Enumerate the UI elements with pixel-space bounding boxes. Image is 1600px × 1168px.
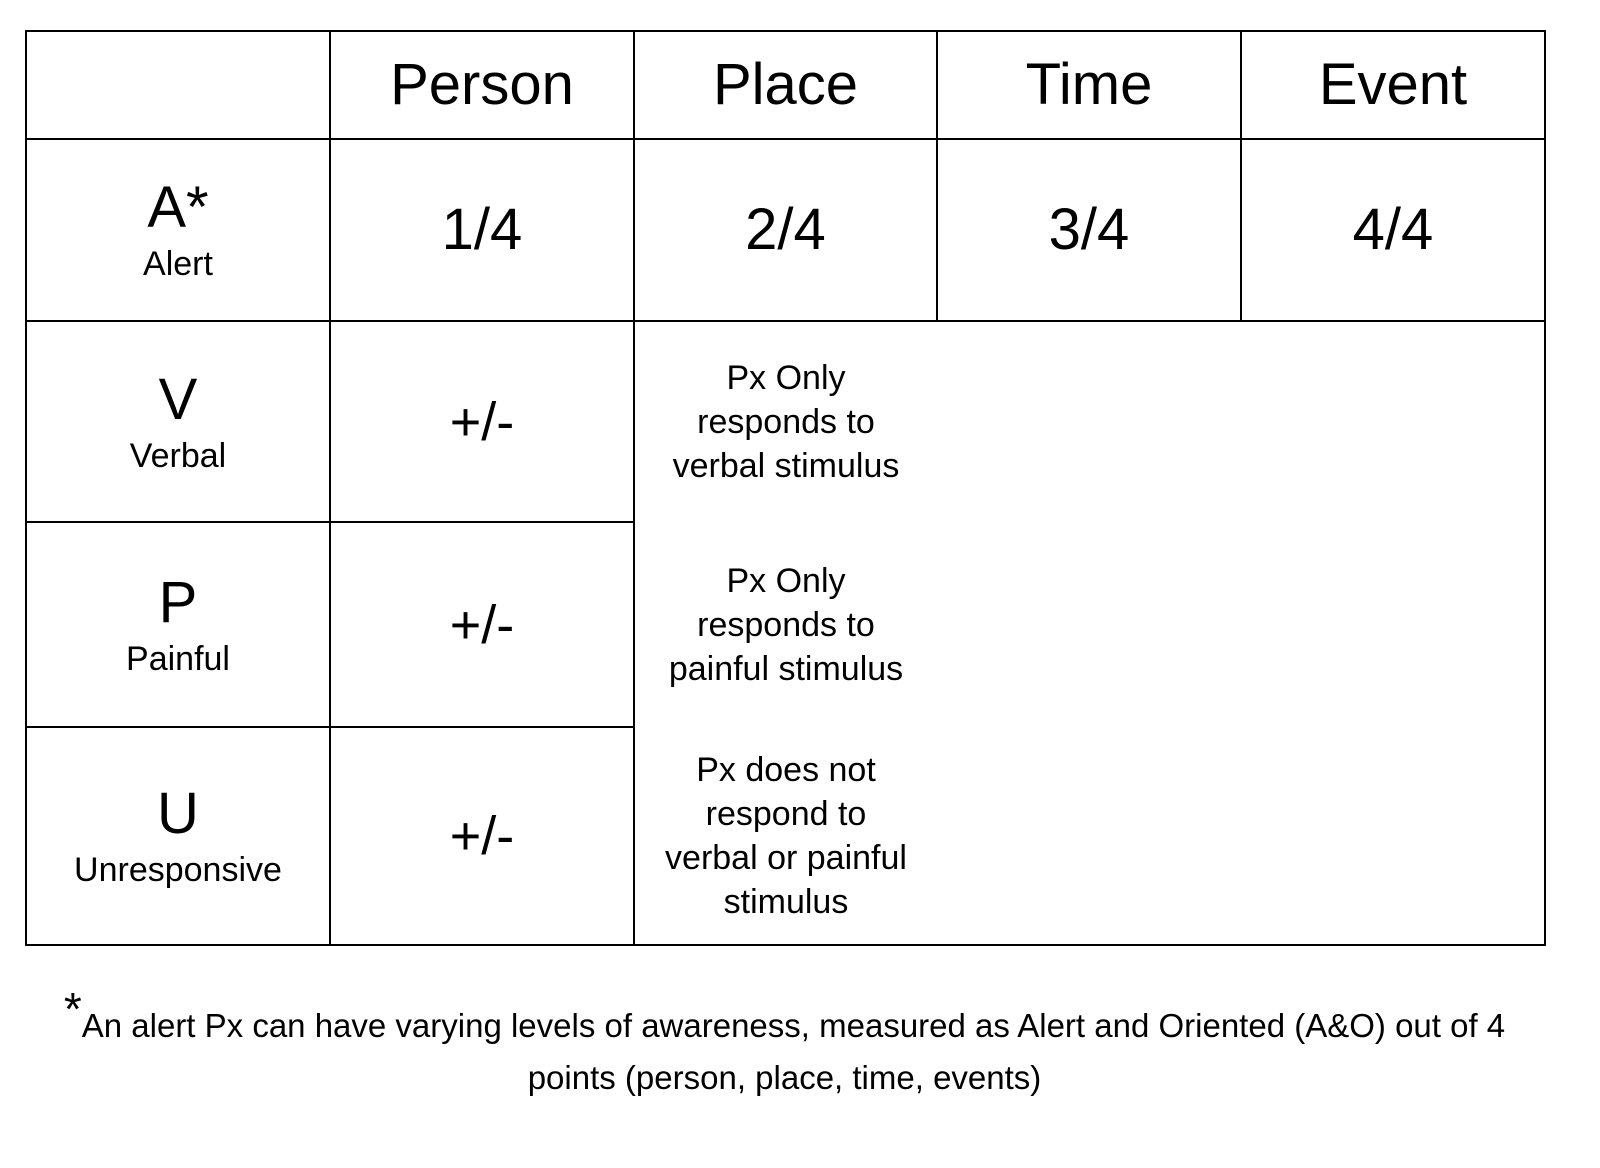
header-corner — [26, 31, 330, 139]
level-cell-verbal — [26, 321, 330, 522]
level-letter: U — [157, 781, 199, 846]
score-person: 1/4 — [330, 139, 634, 321]
header-time: Time — [937, 31, 1241, 139]
mark-painful: +/- — [330, 522, 634, 727]
footnote-marker: * — [63, 983, 82, 1035]
description-line: verbal stimulus — [672, 447, 900, 485]
description-painful — [634, 522, 937, 727]
description-line: responds to — [697, 403, 875, 441]
description-verbal — [634, 321, 937, 522]
level-letter: A* — [147, 175, 209, 240]
avpu-table — [25, 30, 1546, 946]
footnote-text: An alert Px can have varying levels of awareness, measured as Alert and Oriented (A&O) out of 4 points (person, place, time, events) — [81, 1007, 1506, 1096]
level-letter: V — [158, 366, 198, 432]
level-cell-unresponsive — [26, 727, 330, 945]
empty-cell — [937, 727, 1241, 945]
description-line: painful stimulus — [668, 649, 904, 688]
empty-cell — [1241, 522, 1545, 727]
score-place: 2/4 — [634, 139, 937, 321]
row-painful — [26, 522, 1545, 727]
empty-cell — [937, 522, 1241, 727]
level-word: Verbal — [129, 436, 227, 475]
score-event: 4/4 — [1241, 139, 1545, 321]
row-unresponsive — [26, 727, 1545, 945]
mark-unresponsive: +/- — [330, 727, 634, 945]
description-line: Px does not — [696, 750, 876, 789]
empty-cell — [1241, 727, 1545, 945]
empty-cell — [1241, 321, 1545, 522]
description-line: Px Only — [726, 359, 846, 397]
header-person: Person — [330, 31, 634, 139]
level-word: Painful — [126, 639, 230, 678]
description-line: verbal or painful — [665, 838, 907, 877]
level-word: Alert — [143, 245, 213, 283]
header-place: Place — [634, 31, 937, 139]
footnote — [25, 983, 1544, 1104]
empty-cell — [937, 321, 1241, 522]
level-cell-alert — [26, 139, 330, 321]
description-line: respond to — [705, 794, 867, 833]
description-line: Px Only — [726, 561, 846, 600]
description-line: responds to — [697, 605, 875, 644]
description-line: stimulus — [723, 882, 849, 921]
level-word: Unresponsive — [74, 851, 282, 889]
row-verbal — [26, 321, 1545, 522]
header-row — [26, 31, 1545, 139]
level-cell-painful — [26, 522, 330, 727]
header-event: Event — [1241, 31, 1545, 139]
score-time: 3/4 — [937, 139, 1241, 321]
description-unresponsive — [634, 727, 937, 945]
mark-verbal: +/- — [330, 321, 634, 522]
level-letter: P — [158, 569, 198, 635]
row-alert — [26, 139, 1545, 321]
